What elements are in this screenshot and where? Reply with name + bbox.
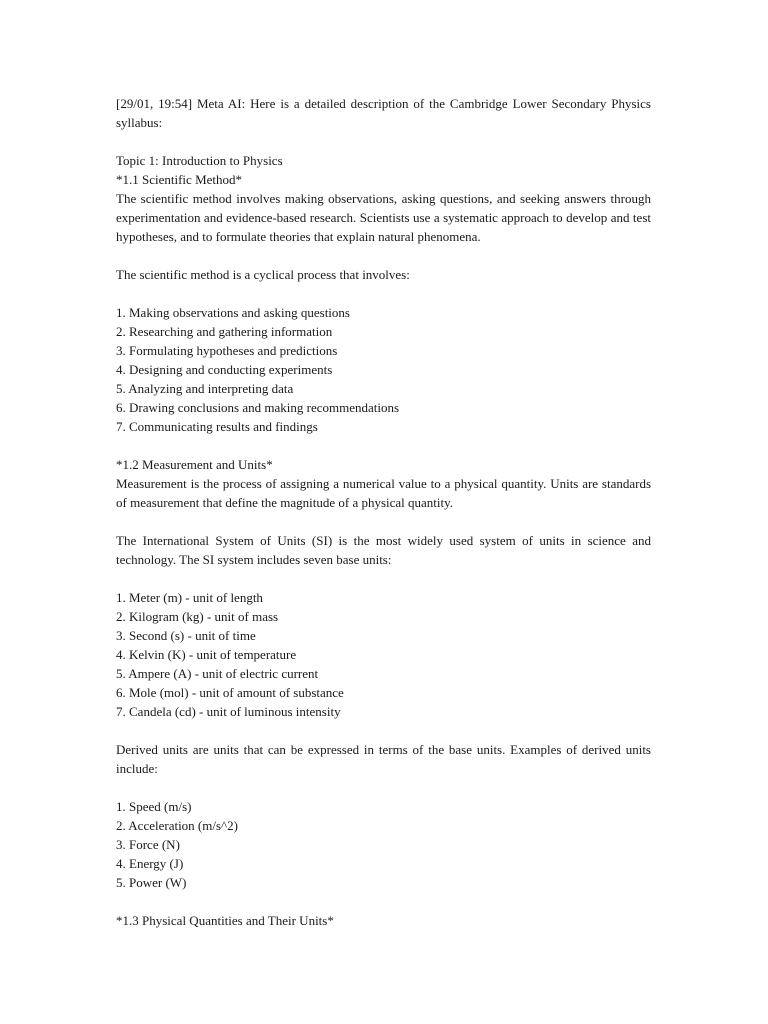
topic-heading: Topic 1: Introduction to Physics: [116, 153, 283, 168]
spacer: [116, 892, 651, 911]
derived-units-paragraph: Derived units are units that can be expressed in terms of the base units. Examples of derived units include:: [116, 742, 651, 776]
list-item: 5. Ampere (A) - unit of electric current: [116, 666, 319, 681]
list-item: 4. Designing and conducting experiments: [116, 362, 333, 377]
list-item: 3. Formulating hypotheses and predictions: [116, 343, 338, 358]
list-item: 2. Researching and gathering information: [116, 324, 333, 339]
list-item: 4. Energy (J): [116, 856, 184, 871]
list-item: 5. Power (W): [116, 875, 187, 890]
list-item: 3. Force (N): [116, 837, 180, 852]
list-item: 1. Meter (m) - unit of length: [116, 590, 263, 605]
list-item: 4. Kelvin (K) - unit of temperature: [116, 647, 297, 662]
section-1-1-paragraph: The scientific method involves making observations, asking questions, and seeking answers through experimentation and evidence-based research. Scientists use a systematic approach to develop and test hypotheses, and to formulate theories that explain natural phenomena.: [116, 191, 651, 244]
section-1-2-heading: *1.2 Measurement and Units*: [116, 457, 273, 472]
section-1-1-lead: The scientific method is a cyclical process that involves:: [116, 267, 410, 282]
document-page: [116, 94, 651, 930]
spacer: [116, 132, 651, 151]
derived-units-list: [116, 797, 651, 892]
list-item: 2. Acceleration (m/s^2): [116, 818, 238, 833]
section-1-2-paragraph: Measurement is the process of assigning a numerical value to a physical quantity. Units are standards of measurement that define the magnitude of a physical quantity.: [116, 476, 651, 510]
list-item: 3. Second (s) - unit of time: [116, 628, 256, 643]
spacer: [116, 436, 651, 455]
list-item: 6. Drawing conclusions and making recommendations: [116, 400, 400, 415]
scientific-method-steps-list: [116, 303, 651, 436]
list-item: 7. Communicating results and findings: [116, 419, 318, 434]
list-item: 7. Candela (cd) - unit of luminous intensity: [116, 704, 341, 719]
section-1-1-heading: *1.1 Scientific Method*: [116, 172, 243, 187]
list-item: 5. Analyzing and interpreting data: [116, 381, 294, 396]
spacer: [116, 284, 651, 303]
list-item: 1. Speed (m/s): [116, 799, 192, 814]
spacer: [116, 721, 651, 740]
section-1-3-heading: *1.3 Physical Quantities and Their Units*: [116, 913, 334, 928]
spacer: [116, 246, 651, 265]
list-item: 2. Kilogram (kg) - unit of mass: [116, 609, 279, 624]
intro-paragraph: [29/01, 19:54] Meta AI: Here is a detailed description of the Cambridge Lower Secondary Physics syllabus:: [116, 96, 651, 130]
spacer: [116, 512, 651, 531]
spacer: [116, 569, 651, 588]
si-paragraph: The International System of Units (SI) is the most widely used system of units in science and technology. The SI system includes seven base units:: [116, 533, 651, 567]
spacer: [116, 778, 651, 797]
list-item: 1. Making observations and asking questions: [116, 305, 350, 320]
si-base-units-list: [116, 588, 651, 721]
list-item: 6. Mole (mol) - unit of amount of substance: [116, 685, 344, 700]
